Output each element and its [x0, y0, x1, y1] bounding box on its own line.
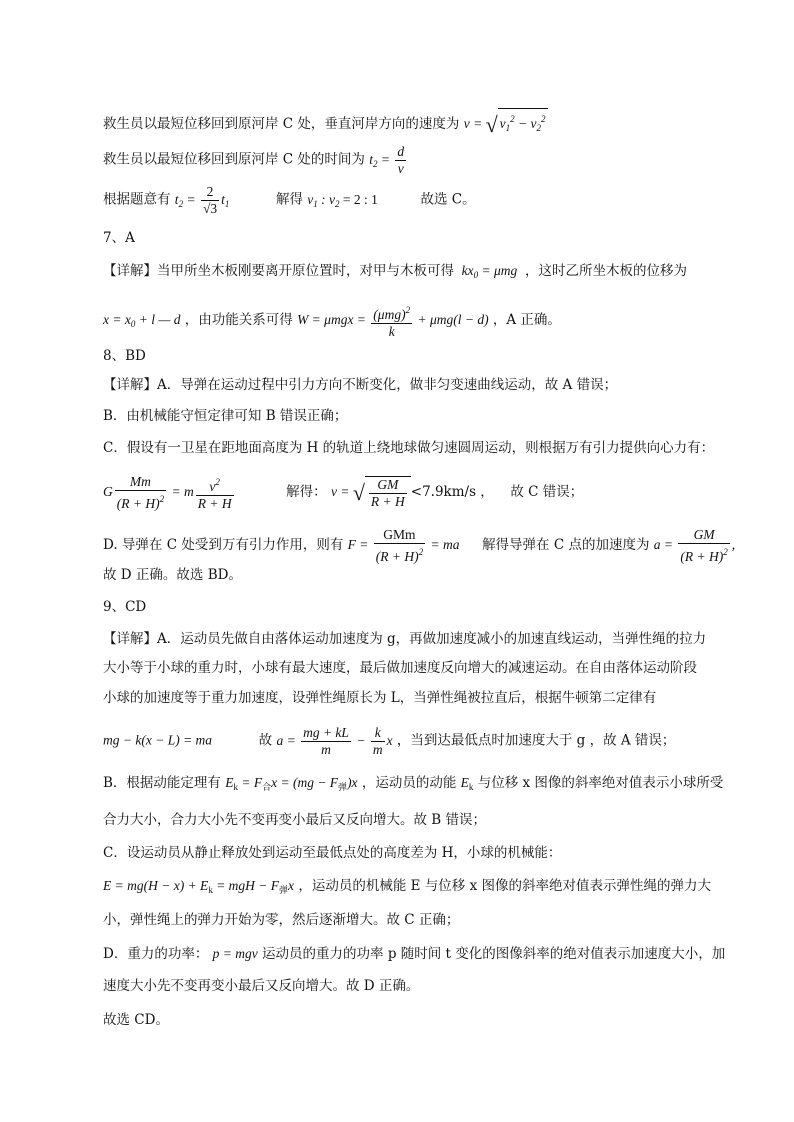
q9-c-line3: 小，弹性绳上的弹力开始为零，然后逐渐增大。故 C 正确； [103, 912, 460, 928]
q9-heading: 9、CD [103, 599, 147, 615]
q9-a-formula: mg − k(x − L) = ma 故 a = $\frac{mg + kL}{m}$ − $\frac{k}{m}$ x ，当到达最低点时加速度大于 g ，故 A 错误； [103, 725, 676, 757]
displacement-formula: $x = x_0 + l$ — d [103, 312, 181, 330]
q9-d-line2: 速度大小先不变再变小最后又反向增大。故 D 正确。 [103, 978, 420, 994]
q6-line3: 根据题意有 $t_2$ = $\frac{2}{√3}$ $t_1$ 解得 $v_1$ : $v_2 = 2$ : 1 故选 C。 [103, 184, 476, 216]
velocity-formula: v = √ $v_1^2 - v_2^2$ [464, 116, 548, 131]
q7-heading: 7、A [103, 230, 135, 246]
v-ratio: $v_1$ : $v_2 = 2$ : 1 [307, 191, 378, 209]
q9-a-line2: 大小等于小球的重力时，小球有最大速度，最后做加速度反向增大的减速运动。在自由落体运动阶段 [103, 660, 697, 676]
q9-b-line1: B．根据动能定理有 $E_k = F_合x = (mg - F_弹)x$ ，运动员的动能 $E_k$ 与位移 x 图像的斜率绝对值表示小球所受 [103, 775, 724, 792]
q9-d-line1: D．重力的功率： p = mgv 运动员的重力的功率 p 随时间 t 变化的图像斜率的绝对值表示加速度大小，加 [103, 946, 726, 962]
q9-b-line2: 合力大小，合力大小先不变再变小最后又反向增大。故 B 错误； [103, 812, 487, 828]
work-formula: W = μmgx = $\frac{(\mu mg)^2}{k}$ + μmg(l − d) [297, 312, 489, 327]
acceleration-formula: a = $\frac{GM}{(R + H)^2}$ , [653, 527, 736, 564]
q8-option-c-formula: G $\frac{Mm}{(R + H)^2}$ = m $\frac{v^2}{R + H}$ 解得： v = √ $\frac{GM}{R + H}$ <7.9km/s ， 故 C 错误； [103, 474, 584, 511]
time-formula: $t_2$ = $\frac{d}{v}$ [369, 144, 405, 176]
q8-option-b: B．由机械能守恒定律可知 B 错误正确； [103, 408, 348, 424]
force-formula: F = $\frac{\text{GMm}}{(R + H)^2}$ = ma [347, 527, 460, 564]
q8-heading: 8、BD [103, 348, 146, 364]
q6-line1: 救生员以最短位移回到原河岸 C 处，垂直河岸方向的速度为 v = √ $v_1^2 - v_2^2$ [103, 108, 548, 138]
t2-relation: $t_2$ = $\frac{2}{√3}$ $t_1$ [174, 184, 230, 216]
acceleration-expression: a = $\frac{mg + kL}{m}$ − $\frac{k}{m}$ x [276, 725, 393, 757]
q9-c-line2: $E = mg(H - x) + E_k$ = mgH − $F_弹x$ ，运动员的机械能 E 与位移 x 图像的斜率绝对值表示弹性绳的弹力大 [103, 878, 711, 895]
equilibrium-formula: $kx_0 = \mu mg$ [458, 263, 521, 280]
q9-a-line1: 【详解】A．运动员先做自由落体运动加速度为 g，再做加速度减小的加速直线运动，当弹性绳的拉力 [103, 631, 707, 647]
power-formula: p = mgv [212, 946, 258, 961]
q9-c-line1: C．设运动员从静止释放处到运动至最低点处的高度差为 H，小球的机械能： [103, 845, 562, 861]
q7-detail-1: 【详解】当甲所坐木板刚要离开原位置时，对甲与木板可得 $kx_0 = \mu mg$ ，这时乙所坐木板的位移为 [103, 263, 687, 280]
q6-line2: 救生员以最短位移回到原河岸 C 处的时间为 $t_2$ = $\frac{d}{v}$ [103, 144, 408, 177]
q8-option-a: 【详解】A．导弹在运动过程中引力方向不断变化，做非匀变速曲线运动，故 A 错误； [103, 377, 618, 393]
q8-option-c: C．假设有一卫星在距地面高度为 H 的轨道上绕地球做匀速圆周运动，则根据万有引力提供向心力有： [103, 440, 715, 456]
gravitation-formula: G $\frac{Mm}{(R + H)^2}$ = m $\frac{v^2}{R + H}$ [103, 474, 232, 511]
orbital-speed-formula: v = √ $\frac{GM}{R + H}$ [331, 484, 411, 499]
mechanical-energy-formula: $E = mg(H - x) + E_k$ = mgH − $F_弹x$ [103, 878, 295, 895]
q8-conclusion: 故 D 正确。故选 BD。 [103, 567, 242, 583]
q8-option-d: D. 导弹在 C 处受到万有引力作用，则有 F = $\frac{\text{GMm}}{(R + H)^2}$ = ma 解得导弹在 C 点的加速度为 a = $\frac{GM}{(R + H)^2}$ , [103, 527, 736, 564]
q7-detail-2: $x = x_0 + l$ — d ，由功能关系可得 W = μmgx = $\frac{(\mu mg)^2}{k}$ + μmg(l − d) ，A 正确。 [103, 302, 561, 340]
q9-a-line3: 小球的加速度等于重力加速度，设弹性绳原长为 L，当弹性绳被拉直后，根据牛顿第二定律有 [103, 690, 657, 706]
q9-conclusion: 故选 CD。 [103, 1012, 169, 1028]
kinetic-energy-formula: $E_k = F_合x = (mg - F_弹)x$ [225, 775, 358, 792]
newton-formula: mg − k(x − L) = ma [103, 732, 213, 748]
